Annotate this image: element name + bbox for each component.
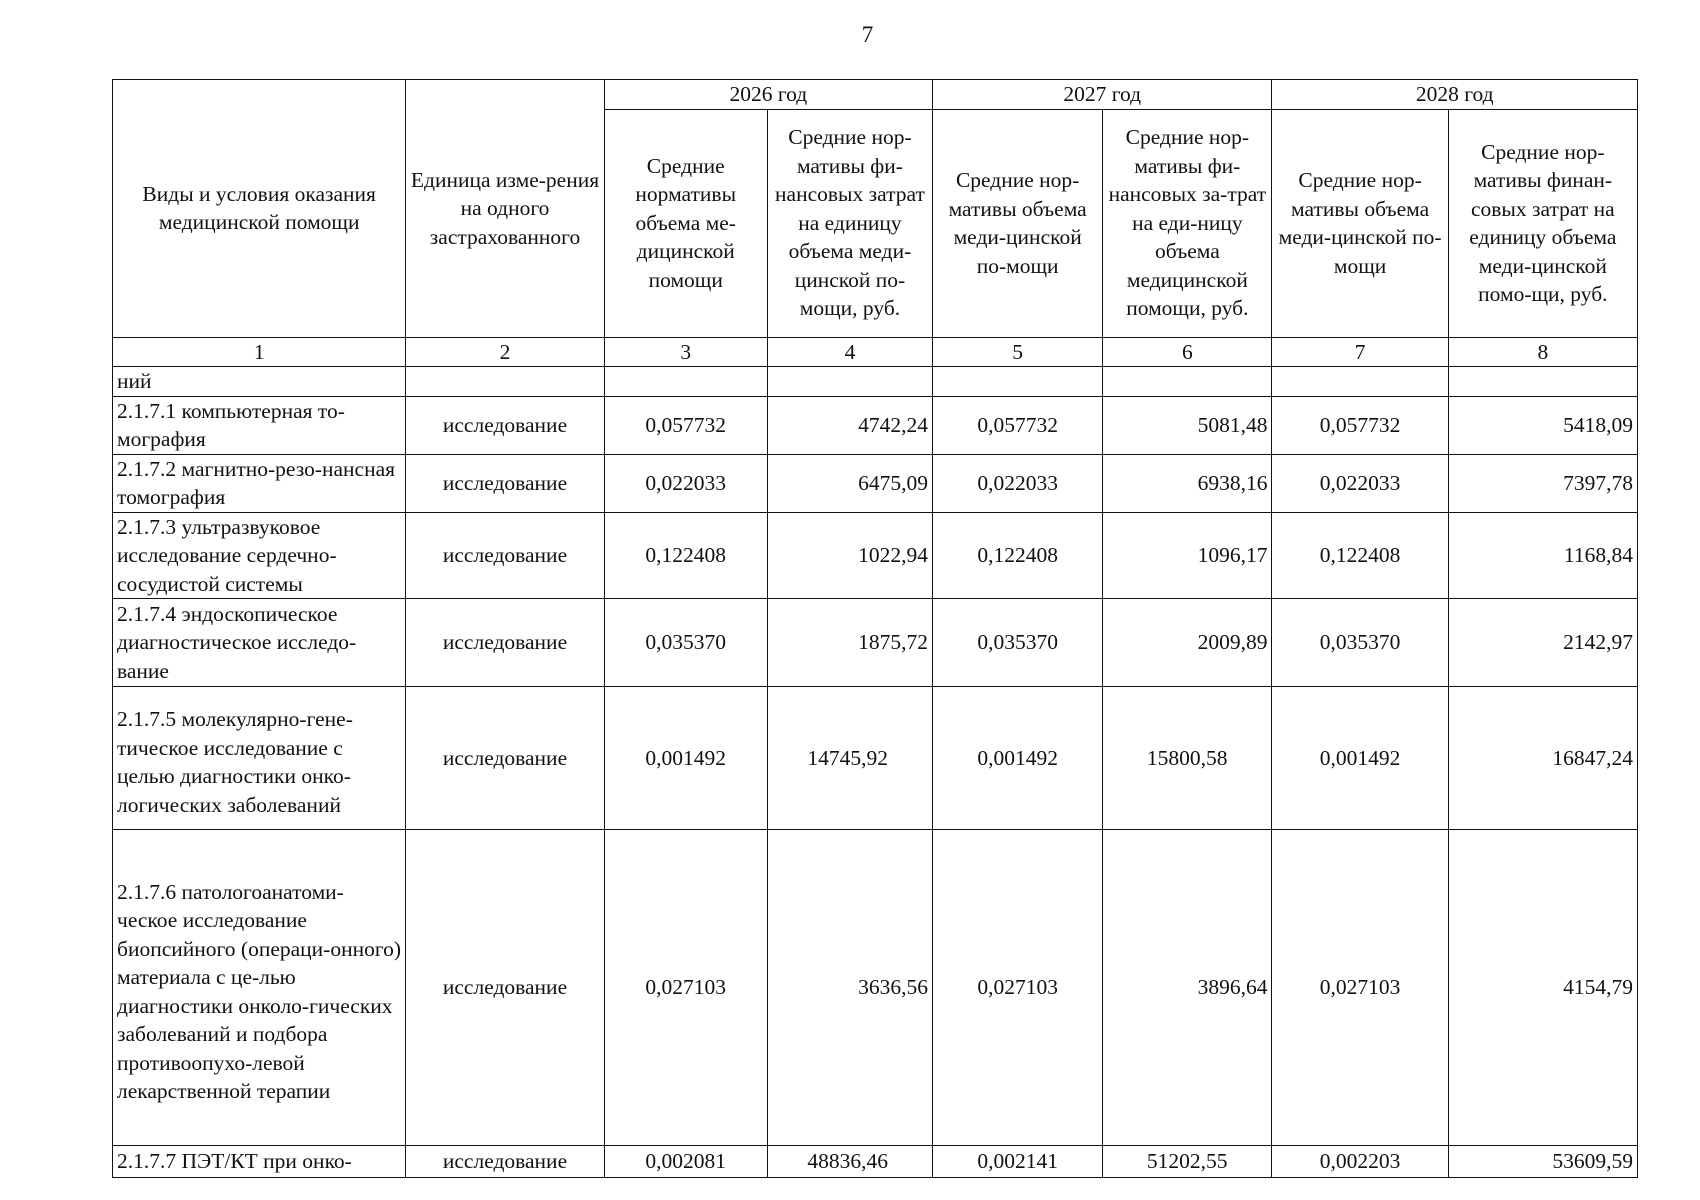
header-cost-2026: Средние нор-мативы фи-нансовых затрат на единицу объема меди-цинской по-мощи, руб. [767,109,932,337]
column-number: 3 [604,337,767,367]
table-row [113,454,1638,512]
header-volume-2028: Средние нор-мативы объема меди-цинской по-мощи [1272,109,1448,337]
row-name: 2.1.7.5 молекулярно-гене-тическое исследование с целью диагностики онко-логических заболеваний [113,687,406,830]
cell-volume-2026: 0,057732 [604,396,767,454]
row-name: 2.1.7.4 эндоскопическое диагностическое исследо-вание [113,599,406,687]
cell-volume-2027 [933,367,1103,397]
cell-volume-2028: 0,027103 [1272,830,1448,1146]
cell-cost-2028: 16847,24 [1448,687,1637,830]
cell-volume-2026 [604,367,767,397]
column-number: 4 [767,337,932,367]
cell-volume-2028: 0,122408 [1272,512,1448,599]
cell-volume-2028: 0,057732 [1272,396,1448,454]
row-name: 2.1.7.2 магнитно-резо-нансная томография [113,454,406,512]
cell-volume-2026: 0,027103 [604,830,767,1146]
row-name: 2.1.7.1 компьютерная то-мография [113,396,406,454]
row-unit: исследование [406,687,604,830]
cell-volume-2027: 0,035370 [933,599,1103,687]
cell-cost-2027: 1096,17 [1103,512,1272,599]
cell-cost-2028: 1168,84 [1448,512,1637,599]
cell-cost-2028: 7397,78 [1448,454,1637,512]
row-unit: исследование [406,1146,604,1178]
cell-volume-2028: 0,022033 [1272,454,1448,512]
column-number: 7 [1272,337,1448,367]
header-care-type: Виды и условия оказания медицинской помощи [113,80,406,338]
cell-volume-2027: 0,022033 [933,454,1103,512]
cell-volume-2028: 0,001492 [1272,687,1448,830]
cell-volume-2026: 0,022033 [604,454,767,512]
table-row [113,687,1638,830]
cell-cost-2026: 14745,92 [767,687,932,830]
cell-volume-2027: 0,001492 [933,687,1103,830]
row-unit: исследование [406,830,604,1146]
header-cost-2028: Средние нор-мативы финан-совых затрат на единицу объема меди-цинской помо-щи, руб. [1448,109,1637,337]
cell-volume-2026: 0,002081 [604,1146,767,1178]
cell-volume-2028: 0,002203 [1272,1146,1448,1178]
table-row [113,599,1638,687]
cell-cost-2028: 5418,09 [1448,396,1637,454]
header-unit: Единица изме-рения на одного застрахованного [406,80,604,338]
cell-cost-2026: 6475,09 [767,454,932,512]
row-unit: исследование [406,454,604,512]
cell-cost-2027: 2009,89 [1103,599,1272,687]
cell-volume-2026: 0,035370 [604,599,767,687]
column-number: 6 [1103,337,1272,367]
cell-cost-2026: 4742,24 [767,396,932,454]
row-unit [406,367,604,397]
cell-cost-2027: 5081,48 [1103,396,1272,454]
header-volume-2027: Средние нор-мативы объема меди-цинской по-мощи [933,109,1103,337]
table-row [113,830,1638,1146]
row-name: ний [113,367,406,397]
cell-cost-2028: 53609,59 [1448,1146,1637,1178]
cell-cost-2026: 1875,72 [767,599,932,687]
page-number: 7 [861,22,874,47]
column-number: 2 [406,337,604,367]
cell-cost-2026: 48836,46 [767,1146,932,1178]
column-number: 8 [1448,337,1637,367]
row-unit: исследование [406,599,604,687]
table-row [113,1146,1638,1178]
header-cost-2027: Средние нор-мативы фи-нансовых за-трат на еди-ницу объема медицинской помощи, руб. [1103,109,1272,337]
cell-volume-2026: 0,001492 [604,687,767,830]
header-volume-2026: Средние нормативы объема ме-дицинской помощи [604,109,767,337]
cell-volume-2028: 0,035370 [1272,599,1448,687]
cell-cost-2027: 3896,64 [1103,830,1272,1146]
cell-cost-2026: 3636,56 [767,830,932,1146]
medical-care-norms-table [112,79,1638,1178]
row-name: 2.1.7.7 ПЭТ/КТ при онко- [113,1146,406,1178]
cell-cost-2026 [767,367,932,397]
cell-volume-2026: 0,122408 [604,512,767,599]
cell-volume-2027: 0,122408 [933,512,1103,599]
table-row [113,367,1638,397]
header-year-2027: 2027 год [933,80,1272,110]
table-row [113,396,1638,454]
cell-cost-2027: 15800,58 [1103,687,1272,830]
cell-volume-2027: 0,027103 [933,830,1103,1146]
row-unit: исследование [406,396,604,454]
header-year-2026: 2026 год [604,80,932,110]
cell-volume-2027: 0,002141 [933,1146,1103,1178]
cell-cost-2028 [1448,367,1637,397]
cell-cost-2026: 1022,94 [767,512,932,599]
cell-cost-2027: 6938,16 [1103,454,1272,512]
table-row [113,512,1638,599]
cell-cost-2027 [1103,367,1272,397]
row-name: 2.1.7.6 патологоанатоми-ческое исследование биопсийного (операци-онного) материала с це-лью диагностики онколо-гических заболеваний и подбора противоопухо-левой лекарственной терапии [113,830,406,1146]
cell-cost-2028: 4154,79 [1448,830,1637,1146]
column-number: 1 [113,337,406,367]
cell-volume-2027: 0,057732 [933,396,1103,454]
column-number: 5 [933,337,1103,367]
cell-volume-2028 [1272,367,1448,397]
cell-cost-2028: 2142,97 [1448,599,1637,687]
row-name: 2.1.7.3 ультразвуковое исследование сердечно-сосудистой системы [113,512,406,599]
cell-cost-2027: 51202,55 [1103,1146,1272,1178]
header-year-2028: 2028 год [1272,80,1638,110]
row-unit: исследование [406,512,604,599]
